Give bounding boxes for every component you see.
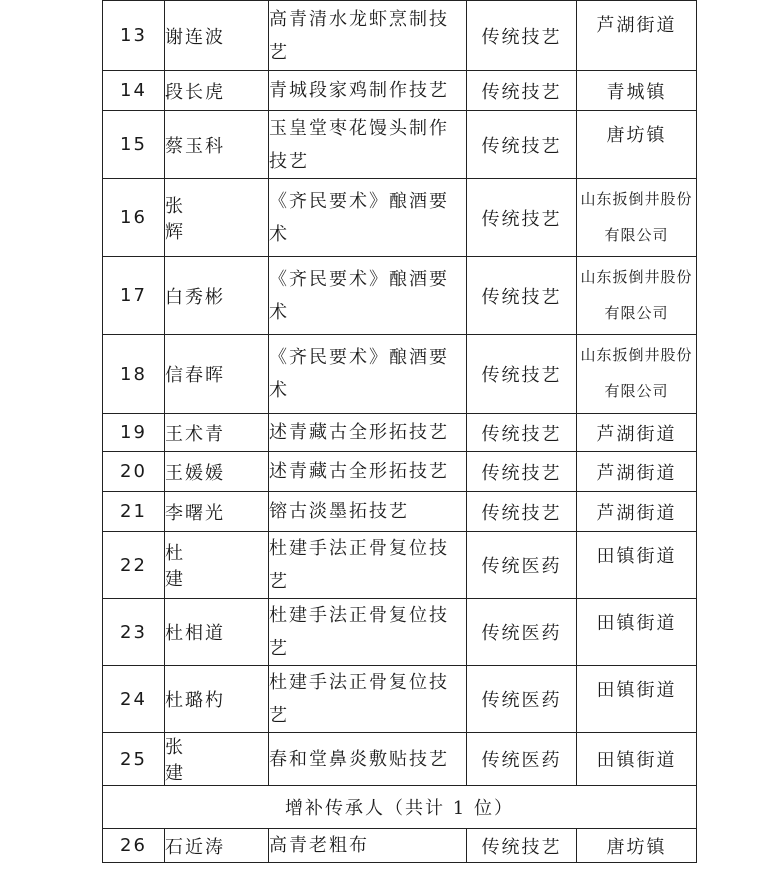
- unit-name: 田镇街道: [577, 599, 697, 666]
- unit-name: 唐坊镇: [577, 111, 697, 179]
- table-row: [103, 666, 697, 733]
- row-number: 15: [103, 111, 165, 179]
- inheritor-name: 王媛媛: [165, 452, 269, 492]
- project-name: 杜建手法正骨复位技艺: [269, 532, 467, 599]
- row-number: 16: [103, 179, 165, 257]
- table-row: [103, 179, 697, 257]
- unit-name: 唐坊镇: [577, 829, 697, 863]
- row-number: 26: [103, 829, 165, 863]
- project-name: 玉皇堂枣花馒头制作技艺: [269, 111, 467, 179]
- row-number: 14: [103, 71, 165, 111]
- table-row: [103, 829, 697, 863]
- project-name: 杜建手法正骨复位技艺: [269, 666, 467, 733]
- inheritor-name: 杜 建: [165, 543, 205, 590]
- project-name: 杜建手法正骨复位技艺: [269, 599, 467, 666]
- inheritor-name: 李曙光: [165, 492, 269, 532]
- project-name: 述青藏古全形拓技艺: [269, 452, 467, 492]
- unit-name: 田镇街道: [577, 733, 697, 786]
- table-row: [103, 733, 697, 786]
- row-number: 21: [103, 492, 165, 532]
- row-number: 20: [103, 452, 165, 492]
- inheritor-name: 张 建: [165, 737, 205, 784]
- row-number: 18: [103, 335, 165, 414]
- table-row: [103, 335, 697, 414]
- table-row: [103, 532, 697, 599]
- row-number: 22: [103, 532, 165, 599]
- project-name: 《齐民要术》酿酒要术: [269, 335, 467, 414]
- row-number: 19: [103, 414, 165, 452]
- category: 传统技艺: [467, 414, 577, 452]
- unit-name: 芦湖街道: [577, 1, 697, 71]
- category: 传统医药: [467, 599, 577, 666]
- project-name: 青城段家鸡制作技艺: [269, 71, 467, 111]
- inheritor-name: 石近涛: [165, 829, 269, 863]
- project-name: 《齐民要术》酿酒要术: [269, 179, 467, 257]
- inheritor-name: 蔡玉科: [165, 111, 269, 179]
- unit-name: 田镇街道: [577, 666, 697, 733]
- unit-name: 芦湖街道: [577, 452, 697, 492]
- table-row: [103, 111, 697, 179]
- inheritor-name: 白秀彬: [165, 257, 269, 335]
- category: 传统技艺: [467, 335, 577, 414]
- unit-name: 田镇街道: [577, 532, 697, 599]
- table-row: [103, 414, 697, 452]
- project-name: 高青老粗布: [269, 829, 467, 863]
- category: 传统技艺: [467, 492, 577, 532]
- category: 传统技艺: [467, 111, 577, 179]
- table-row: [103, 257, 697, 335]
- row-number: 13: [103, 1, 165, 71]
- category: 传统医药: [467, 532, 577, 599]
- table-row: [103, 492, 697, 532]
- inheritor-table: [102, 0, 697, 863]
- inheritor-name: 信春晖: [165, 335, 269, 414]
- category: 传统技艺: [467, 71, 577, 111]
- inheritor-name: 谢连波: [165, 1, 269, 71]
- category: 传统技艺: [467, 179, 577, 257]
- unit-name: 山东扳倒井股份有限公司: [577, 335, 697, 414]
- unit-name: 山东扳倒井股份有限公司: [577, 179, 697, 257]
- inheritor-name: 杜相道: [165, 599, 269, 666]
- project-name: 镕古淡墨拓技艺: [269, 492, 467, 532]
- unit-name: 芦湖街道: [577, 492, 697, 532]
- inheritor-name: 杜璐杓: [165, 666, 269, 733]
- table-row: [103, 1, 697, 71]
- category: 传统医药: [467, 733, 577, 786]
- unit-name: 芦湖街道: [577, 414, 697, 452]
- category: 传统技艺: [467, 829, 577, 863]
- table-row: [103, 599, 697, 666]
- project-name: 春和堂鼻炎敷贴技艺: [269, 733, 467, 786]
- section-row: [103, 786, 697, 829]
- unit-name: 青城镇: [577, 71, 697, 111]
- category: 传统技艺: [467, 257, 577, 335]
- row-number: 17: [103, 257, 165, 335]
- section-heading: 增补传承人（共计 1 位）: [103, 786, 697, 829]
- unit-name: 山东扳倒井股份有限公司: [577, 257, 697, 335]
- category: 传统技艺: [467, 452, 577, 492]
- project-name: 《齐民要术》酿酒要术: [269, 257, 467, 335]
- inheritor-name: 段长虎: [165, 71, 269, 111]
- project-name: 高青清水龙虾烹制技艺: [269, 1, 467, 71]
- table-row: [103, 452, 697, 492]
- category: 传统医药: [467, 666, 577, 733]
- table-row: [103, 71, 697, 111]
- inheritor-name: 王术青: [165, 414, 269, 452]
- row-number: 24: [103, 666, 165, 733]
- project-name: 述青藏古全形拓技艺: [269, 414, 467, 452]
- row-number: 23: [103, 599, 165, 666]
- category: 传统技艺: [467, 1, 577, 71]
- row-number: 25: [103, 733, 165, 786]
- inheritor-name: 张 辉: [165, 195, 205, 243]
